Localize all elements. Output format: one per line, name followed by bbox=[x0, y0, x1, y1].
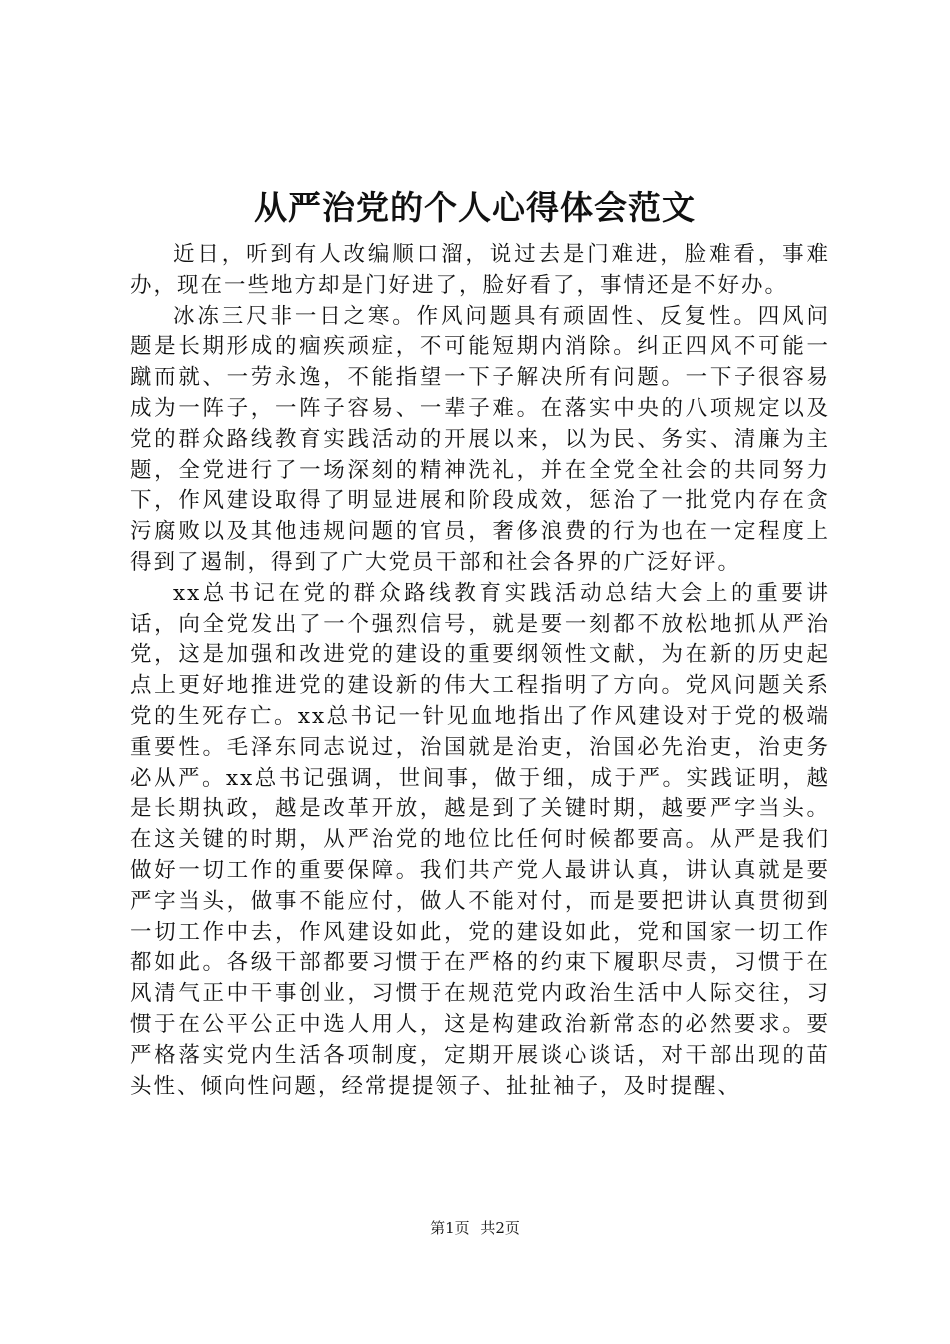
paragraph: 冰冻三尺非一日之寒。作风问题具有顽固性、反复性。四风问题是长期形成的痼疾顽症，不可能短期内消除。纠正四风不可能一蹴而就、一劳永逸，不能指望一下子解决所有问题。一下子很容易成为一阵子，一阵子容易、一辈子难。在落实中央的八项规定以及党的群众路线教育实践活动的开展以来，以为民、务实、清廉为主题，全党进行了一场深刻的精神洗礼，并在全党全社会的共同努力下，作风建设取得了明显进展和阶段成效，惩治了一批党内存在贪污腐败以及其他违规问题的官员，奢侈浪费的行为也在一定程度上得到了遏制，得到了广大党员干部和社会各界的广泛好评。 bbox=[130, 303, 830, 575]
page-number-current: 第1页 bbox=[430, 1219, 470, 1237]
document-title: 从严治党的个人心得体会范文 bbox=[254, 188, 696, 227]
paragraph: xx总书记在党的群众路线教育实践活动总结大会上的重要讲话，向全党发出了一个强烈信号，就是要一刻都不放松地抓从严治党，这是加强和改进党的建设的重要纲领性文献，为在新的历史起点上更好地推进党的建设新的伟大工程指明了方向。党风问题关系党的生死存亡。xx总书记一针见血地指出了作风建设对于党的极端重要性。毛泽东同志说过，治国就是治吏，治国必先治吏，治吏务必从严。xx总书记强调，世间事，做于细，成于严。实践证明，越是长期执政，越是改革开放，越是到了关键时期，越要严字当头。在这关键的时期，从严治党的地位比任何时候都要高。从严是我们做好一切工作的重要保障。我们共产党人最讲认真，讲认真就是要严字当头，做事不能应付，做人不能对付，而是要把讲认真贯彻到一切工作中去，作风建设如此，党的建设如此，党和国家一切工作都如此。各级干部都要习惯于在严格的约束下履职尽责，习惯于在风清气正中干事创业，习惯于在规范党内政治生活中人际交往，习惯于在公平公正中选人用人，这是构建政治新常态的必然要求。要严格落实党内生活各项制度，定期开展谈心谈话，对干部出现的苗头性、倾向性问题，经常提提领子、扯扯袖子，及时提醒、 bbox=[130, 580, 830, 1099]
page-footer bbox=[0, 1216, 950, 1240]
page-number-total: 共2页 bbox=[480, 1219, 520, 1237]
document-body bbox=[130, 240, 830, 1102]
paragraph: 近日，听到有人改编顺口溜，说过去是门难进，脸难看，事难办，现在一些地方却是门好进了，脸好看了，事情还是不好办。 bbox=[130, 242, 830, 298]
